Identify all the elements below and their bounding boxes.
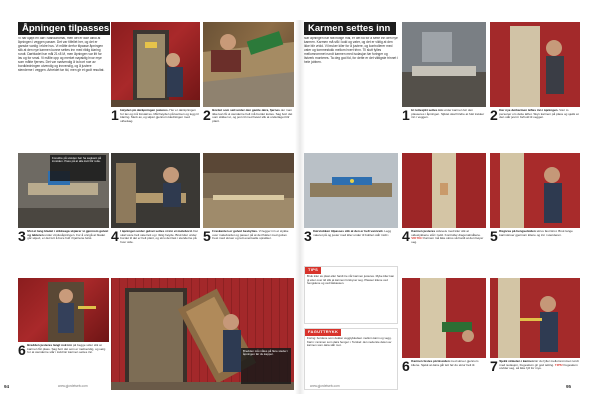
step-1-number: 1 — [111, 109, 119, 123]
right-step-3-photo — [304, 153, 398, 228]
step-5-title: Fraskanten er gulvet beskyttes. — [212, 230, 258, 233]
right-footer-url: www.gjordetselv.com — [310, 384, 340, 388]
step-3-text: under vindusåpningen. For å unngå at bladet går skjevt, er det lurt å bore hull i hjørnene først. — [27, 232, 106, 241]
step-5-caption — [203, 230, 294, 276]
left-page-title: Åpningen tilpasses — [18, 22, 110, 35]
right-step-3-text: Legg vateret på og juster med kiler under til boblen står midt i. — [313, 230, 392, 237]
step-1-photo — [111, 22, 200, 107]
right-page — [304, 22, 580, 392]
right-step-5-photo — [490, 153, 580, 228]
right-step-5-title: Regivsa på hengselsiden — [499, 230, 536, 233]
right-step-4-number: 4 — [402, 230, 410, 244]
right-step-2-caption — [490, 109, 580, 151]
step-5-text: Vi legger inn et stykke over møtebordet og passer på at det flukter med gulvet. Fest med skruer og tett eventuelle sprekker. — [212, 230, 289, 241]
step-2-number: 2 — [203, 109, 211, 123]
right-step-4-tip-text: Karmen må ikke skrus så hardt at den bøyer seg. — [411, 236, 484, 244]
right-step-1-caption — [402, 109, 486, 151]
right-intro-text: Når åpningen har fått riktige mål, er det tid for å sette inn den nye karmen. Karmen må stå i lodd og vater, og det er viktig at den ikke blir vridd. Vi bruker kiler for å justere, og kontrollerer med vater og tommestokk mellom hvert trinn. Til slutt fylles mellomrommet rundt karmen med isolasjon før foringer og listverk monteres. Ta deg god tid, for dette er det viktigste trinnet i hele jobben. — [304, 37, 398, 64]
right-step-5-text: skrus fast først. Bruk lange karmskruer gjennom kilene og inn i stenderen. — [499, 230, 573, 237]
right-step-1-title: Et tettesjikt settes inn — [411, 109, 443, 112]
right-step-1-photo — [402, 22, 486, 107]
tips-box-text: Bruk kiler av plast eller hardt tre når karmen justeres. Myke kiler kan gi etter over tid slik at karmen forskyver seg. Plasser kilene ved hengslene og ved låskassen. — [307, 274, 395, 286]
right-step-2-number: 2 — [490, 109, 498, 123]
step-6-text: på begge sider slik at karmen får plass. Sag bort det som er nødvendig, og sørg for at stenderne står i lodd før karmen settes inn. — [27, 344, 106, 355]
step-3-caption — [18, 230, 109, 276]
step-2-title: Bordet som satt under den gamle døra, fjernes — [212, 109, 280, 112]
right-step-6-title: Karmen festes på låssiden — [411, 360, 450, 363]
faguttrykk-box — [304, 328, 398, 390]
right-step-3-caption — [304, 230, 398, 264]
large-door-photo — [111, 278, 294, 390]
step-3-photo — [18, 153, 109, 228]
right-step-4-title: Karmen justeres — [411, 230, 436, 233]
right-step-7-text: før du fyller mellomrommet rundt med isolasjon. Fugeskum gir god tetting. — [499, 360, 579, 367]
faguttrykk-box-text: Foring: bordene som dekker veggtykkelsen mellom karm og vegg. Karm: rammen som døra henger i. Terskel: den nederste delen av karmen som døra slår mot. — [307, 336, 392, 348]
left-page — [4, 22, 294, 392]
step-5-photo — [203, 153, 294, 228]
step-2-caption — [203, 109, 294, 151]
right-step-3-title: Dørstokken tilpasses slik at den er helt vannrett. — [313, 230, 384, 233]
step-3-number: 3 — [18, 230, 26, 244]
right-step-1-number: 1 — [402, 109, 410, 123]
step-1-text: Her er døråpningen for lav og må forstørres. Mål høyden på karmen og legg til klaring. Merk av, og skjær gjennom kledningen med sirkelsag. — [120, 109, 199, 123]
step-5-number: 5 — [203, 230, 211, 244]
step-4-title: I åpningen under gulvet settes vi inn et møtebord. — [120, 230, 193, 233]
right-step-2-title: Der nye dørkarmen løftes inn i åpningen. — [499, 109, 559, 112]
right-step-5-caption — [490, 230, 580, 276]
step-1-title: Høyden på døråpningen justeres. — [120, 109, 169, 112]
right-step-7-number: 7 — [490, 360, 498, 374]
right-step-6-text: med skruer gjennom kilene. Sjekk at døra går lett før du skrur helt til. — [411, 360, 479, 367]
right-step-5-number: 5 — [490, 230, 498, 244]
right-step-2-text: Vær to personer om dette løftet. Skyv karmen på plass og sjekk at den står jevnt i forhold til veggen. — [499, 109, 579, 120]
tips-box — [304, 266, 398, 324]
left-footer-url: www.gjordetselv.com — [58, 384, 88, 388]
step-2-photo — [203, 22, 294, 107]
step-1-caption — [111, 109, 200, 151]
left-page-number: 94 — [4, 384, 10, 389]
right-step-4-photo — [402, 153, 486, 228]
right-page-number: 95 — [566, 384, 572, 389]
step-6-overlay-note: Bredden må måles på flere steder i åpningen før du kapper. — [241, 348, 291, 384]
step-6-title: Bredden justeres langt nok inn — [27, 344, 72, 347]
right-step-3-number: 3 — [304, 230, 312, 244]
step-4-photo — [111, 153, 200, 228]
left-intro-text: Vi har kjøpt en dør i standardmål, men det er ikke alltid at åpningen i veggen passer. Det var tilfellet her, og det er ganske vanlig i eldre hus. Vi måtte derfor tilpasse åpningen slik at den nye karmen kunne settes inn med riktig klaring rundt. Dørbladet har mål 21×8 M, men åpningen var litt for lav og for smal. Vi målte opp og merket nøyaktig hvor mye som måtte fjernes. Det var nødvendig å ta bort noe av bordkledningen utvendig og innvendig, og å justere stenderne i veggen. Arbeidet tar tid, men gir et godt resultat. — [18, 37, 105, 72]
step-6-number: 6 — [18, 344, 26, 358]
step-4-text: Det skal være helt vaterrett og i riktig høyde. Bruk kiler under bordet til det er helt plant, og skru det fast i stenderne på hver side. — [120, 230, 199, 244]
right-step-7-tip-label: TIPS! — [554, 362, 563, 367]
step-2-text: der man ikke kan få ut stenderne helt må bordet kuttes. Sag bort det som stikker ut, og jevn til med høvel slik at underlaget blir plant. — [212, 109, 293, 123]
right-step-6-caption — [402, 360, 486, 390]
tips-box-label: TIPS — [305, 267, 321, 274]
step-3-title: Mot et lang bladet i stikksaga skjærer vi gjennom gulvet og lekteren — [27, 230, 109, 237]
step-4-caption — [111, 230, 200, 276]
right-step-6-number: 6 — [402, 360, 410, 374]
faguttrykk-box-label: FAGUTTRYKK — [305, 329, 341, 336]
right-step-4-tip-label: VIKTIG! — [411, 236, 423, 241]
step-6-photo — [18, 278, 109, 342]
right-page-title: Karmen settes inn — [304, 22, 396, 35]
right-step-1-text: under karmen før den plasseres i åpningen. Sjiktet skal hindre at fukt trekker inn i veggen. — [411, 109, 485, 120]
right-step-7-tip-text: Fugeskum utvider seg, så ikke fyll for mye. — [499, 362, 578, 371]
right-step-4-text: sideveis med kiler slik at sidestykkene står i lodd. Kontroller diagonalmålene. — [411, 230, 481, 237]
right-step-4-caption — [402, 230, 486, 276]
right-step-6-photo — [402, 278, 486, 358]
right-step-2-photo — [490, 22, 580, 107]
step-4-number: 4 — [111, 230, 119, 244]
right-step-7-title: Sjekk vinkelen i karmen — [499, 360, 534, 363]
right-step-7-photo — [490, 278, 580, 358]
step-3-overlay-note: Foreldre på utsiden bør ha sagkant på innsiden. Pass på at alle kutt blir rette. — [50, 155, 106, 181]
